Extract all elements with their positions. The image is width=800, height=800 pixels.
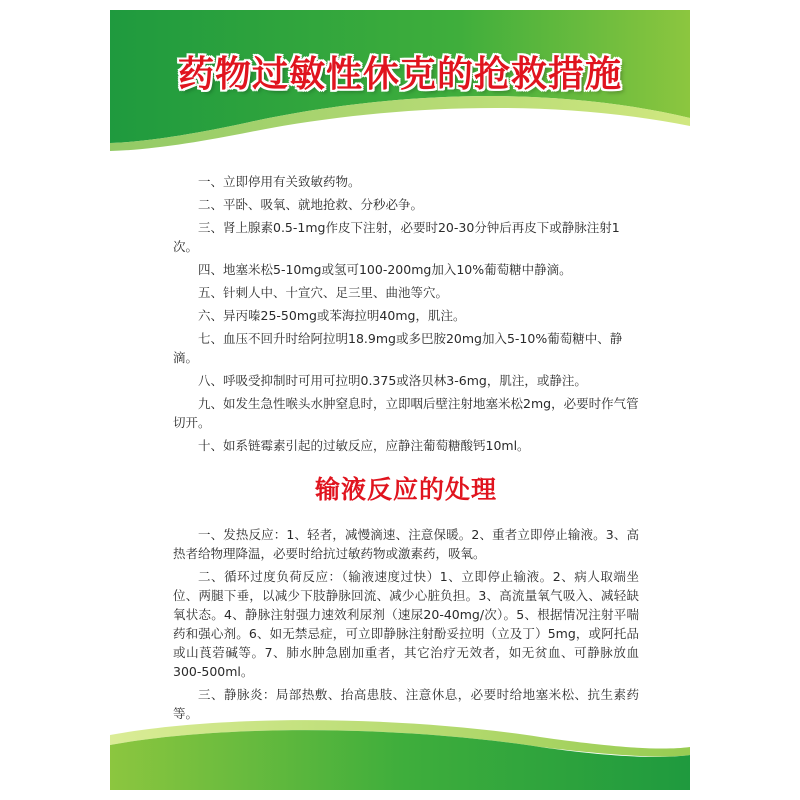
list-item: 一、立即停用有关致敏药物。 <box>198 174 361 189</box>
list-item: 二、循环过度负荷反应：（输液速度过快）1、立即停止输液。2、病人取端坐位、两腿下垂，以减少下肢静脉回流、减少心脏负担。3、高流量氧气吸入、减轻缺氧状态。4、静脉注射强力速效利尿剂（速尿20-40mg/次）。5、根据情况注射平喘药和强心剂。6、如无禁忌症，可立即静脉注射酚妥拉明（立及丁）5mg，或阿托品或山莨菪碱等。7、肺水肿急剧加重者，其它治疗无效者，如无贫血、可静脉放血300-500ml。 <box>173 569 639 679</box>
poster <box>110 10 690 790</box>
infusion-reaction-list <box>173 525 639 723</box>
list-item: 四、地塞米松5-10mg或氢可100-200mg加入10%葡萄糖中静滴。 <box>198 262 572 277</box>
list-item: 六、异丙嗪25-50mg或苯海拉明40mg，肌注。 <box>198 308 466 323</box>
list-item: 九、如发生急性喉头水肿窒息时，立即咽后壁注射地塞米松2mg，必要时作气管切开。 <box>173 396 639 430</box>
list-item: 二、平卧、吸氧、就地抢救、分秒必争。 <box>198 197 424 212</box>
list-item: 三、肾上腺素0.5-1mg作皮下注射，必要时20-30分钟后再皮下或静脉注射1次。 <box>173 220 620 254</box>
list-item: 十、如系链霉素引起的过敏反应，应静注葡萄糖酸钙10ml。 <box>198 438 530 453</box>
content-body <box>173 172 639 727</box>
list-item: 三、静脉炎：局部热敷、抬高患肢、注意休息，必要时给地塞米松、抗生素药等。 <box>173 687 639 721</box>
rescue-steps-list <box>173 172 639 455</box>
list-item: 八、呼吸受抑制时可用可拉明0.375或洛贝林3-6mg，肌注，或静注。 <box>198 373 587 388</box>
list-item: 一、发热反应：1、轻者，减慢滴速、注意保暖。2、重者立即停止输液。3、高热者给物理降温，必要时给抗过敏药物或激素药，吸氧。 <box>173 527 639 561</box>
list-item: 七、血压不回升时给阿拉明18.9mg或多巴胺20mg加入5-10%葡萄糖中、静滴。 <box>173 331 623 365</box>
list-item: 五、针刺人中、十宣穴、足三里、曲池等穴。 <box>198 285 449 300</box>
footer-green-wave <box>110 695 690 790</box>
section-title: 输液反应的处理 <box>314 475 497 504</box>
page-title: 药物过敏性休克的抢救措施 <box>177 54 622 95</box>
